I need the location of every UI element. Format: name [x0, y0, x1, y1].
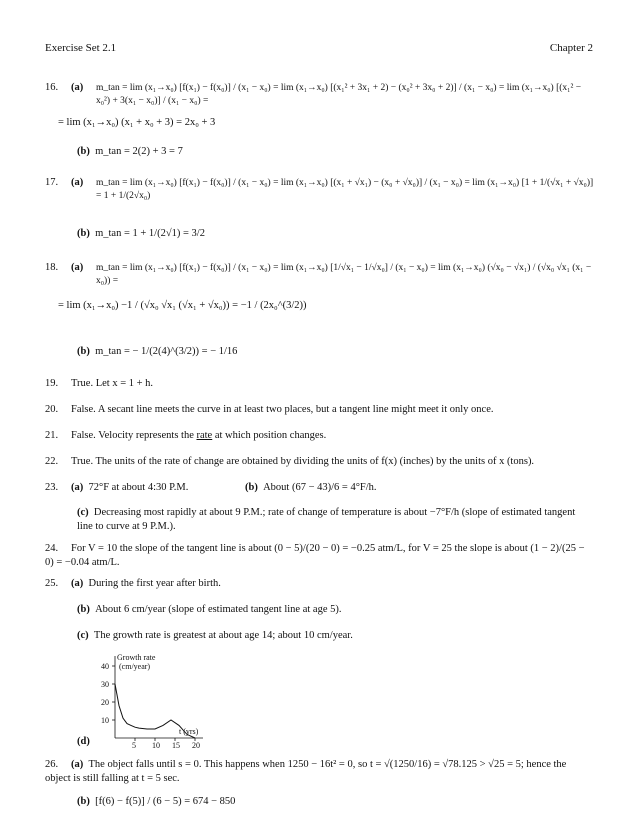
x-tick-label: 20 — [192, 741, 200, 750]
problem-18: 18. (a) — [45, 262, 84, 273]
header-left: Exercise Set 2.1 — [45, 42, 117, 54]
p25-d: (d) — [77, 736, 90, 747]
p17-b: (b) m_tan = 1 + 1/(2√1) = 3/2 — [77, 228, 205, 239]
x-tick-label: 5 — [132, 741, 136, 750]
p23-c: (c) Decreasing most rapidly at about 9 P.M.; rate of change of temperature is about −7°F/h (slope of estimated tangent line to curve at 9 P.M.). — [77, 507, 576, 532]
growth-curve — [115, 684, 195, 738]
problem-22: 22. True. The units of the rate of change are obtained by dividing the units of f(x) (inches) by the units of x (tons). — [45, 456, 535, 467]
p16-b: (b) m_tan = 2(2) + 3 = 7 — [77, 146, 183, 157]
problem-24: 24. For V = 10 the slope of the tangent line is about (0 − 5)/(20 − 0) = −0.25 atm/L, for V = 25 the slope is about (1 − 2)/(25 − 0) = −0.04 atm/L. — [45, 543, 585, 568]
p18-a-line1: m_tan = lim (x₁→x₀) [f(x₁) − f(x₀)] / (x₁ − x₀) = lim (x₁→x₀) [1/√x₁ − 1/√x₀] / (x₁ − x₀) = lim (x₁→x₀) (√x₀ − √x₁) / (√x₀ √x₁ (x₁ − x₀)) = — [96, 263, 592, 286]
problem-16: 16. (a) — [45, 82, 84, 93]
problem-25: 25. (a) During the first year after birth. — [45, 578, 221, 589]
problem-17: 17. (a) — [45, 177, 84, 188]
x-tick-label: 15 — [172, 741, 180, 750]
y-tick-label: 30 — [101, 680, 109, 689]
chart-xlabel: t (yrs) — [179, 727, 199, 736]
chart-ylabel: (cm/year) — [119, 662, 151, 671]
p16-a-line2: = lim (x₁→x₀) (x₁ + x₀ + 3) = 2x₀ + 3 — [58, 117, 216, 128]
problem-19: 19. True. Let x = 1 + h. — [45, 378, 154, 389]
problem-20: 20. False. A secant line meets the curve in at least two places, but a tangent line might meet it only once. — [45, 404, 494, 415]
x-tick-label: 10 — [152, 741, 160, 750]
problem-26: 26. (a) The object falls until s = 0. This happens when 1250 − 16t² = 0, so t = √(1250/16) = √78.125 > √25 = 5; hence the object is still falling at t = 5 sec. — [45, 759, 567, 784]
y-tick-label: 10 — [101, 716, 109, 725]
problem-23: 23. (a) 72°F at about 4:30 P.M. (b) About (67 − 43)/6 = 4°F/h. — [45, 482, 377, 493]
y-tick-label: 20 — [101, 698, 109, 707]
y-tick-label: 40 — [101, 662, 109, 671]
chart-title: Growth rate — [117, 653, 156, 662]
p25-b: (b) About 6 cm/year (slope of estimated tangent line at age 5). — [77, 604, 342, 615]
p18-b: (b) m_tan = − 1/(2(4)^(3/2)) = − 1/16 — [77, 346, 238, 357]
p26-b: (b) [f(6) − f(5)] / (6 − 5) = 674 − 850 — [77, 796, 236, 807]
header-right: Chapter 2 — [549, 42, 593, 54]
p16-a-line1: m_tan = lim (x₁→x₀) [f(x₁) − f(x₀)] / (x₁ − x₀) = lim (x₁→x₀) [(x₁² + 3x₁ + 2) − (x₀² + 3x₀ + 2)] / (x₁ − x₀) = lim (x₁→x₀) [(x₁² − x₀²) + 3(x₁ − x₀)] / (x₁ − x₀) = — [96, 83, 582, 106]
problem-21: 21. False. Velocity represents the rate at which position changes. — [45, 430, 327, 441]
growth-rate-chart — [95, 650, 205, 750]
p18-a-line2: = lim (x₁→x₀) −1 / (√x₀ √x₁ (√x₁ + √x₀)) = −1 / (2x₀^(3/2)) — [58, 300, 307, 311]
p17-a-line1: m_tan = lim (x₁→x₀) [f(x₁) − f(x₀)] / (x₁ − x₀) = lim (x₁→x₀) [(x₁ + √x₁) − (x₀ + √x₀)] / (x₁ − x₀) = lim (x₁→x₀) [1 + 1/(√x₁ + √x₀)] = 1 + 1/(2√x₀) — [96, 178, 594, 201]
p25-c: (c) The growth rate is greatest at about age 14; about 10 cm/year. — [77, 630, 353, 641]
